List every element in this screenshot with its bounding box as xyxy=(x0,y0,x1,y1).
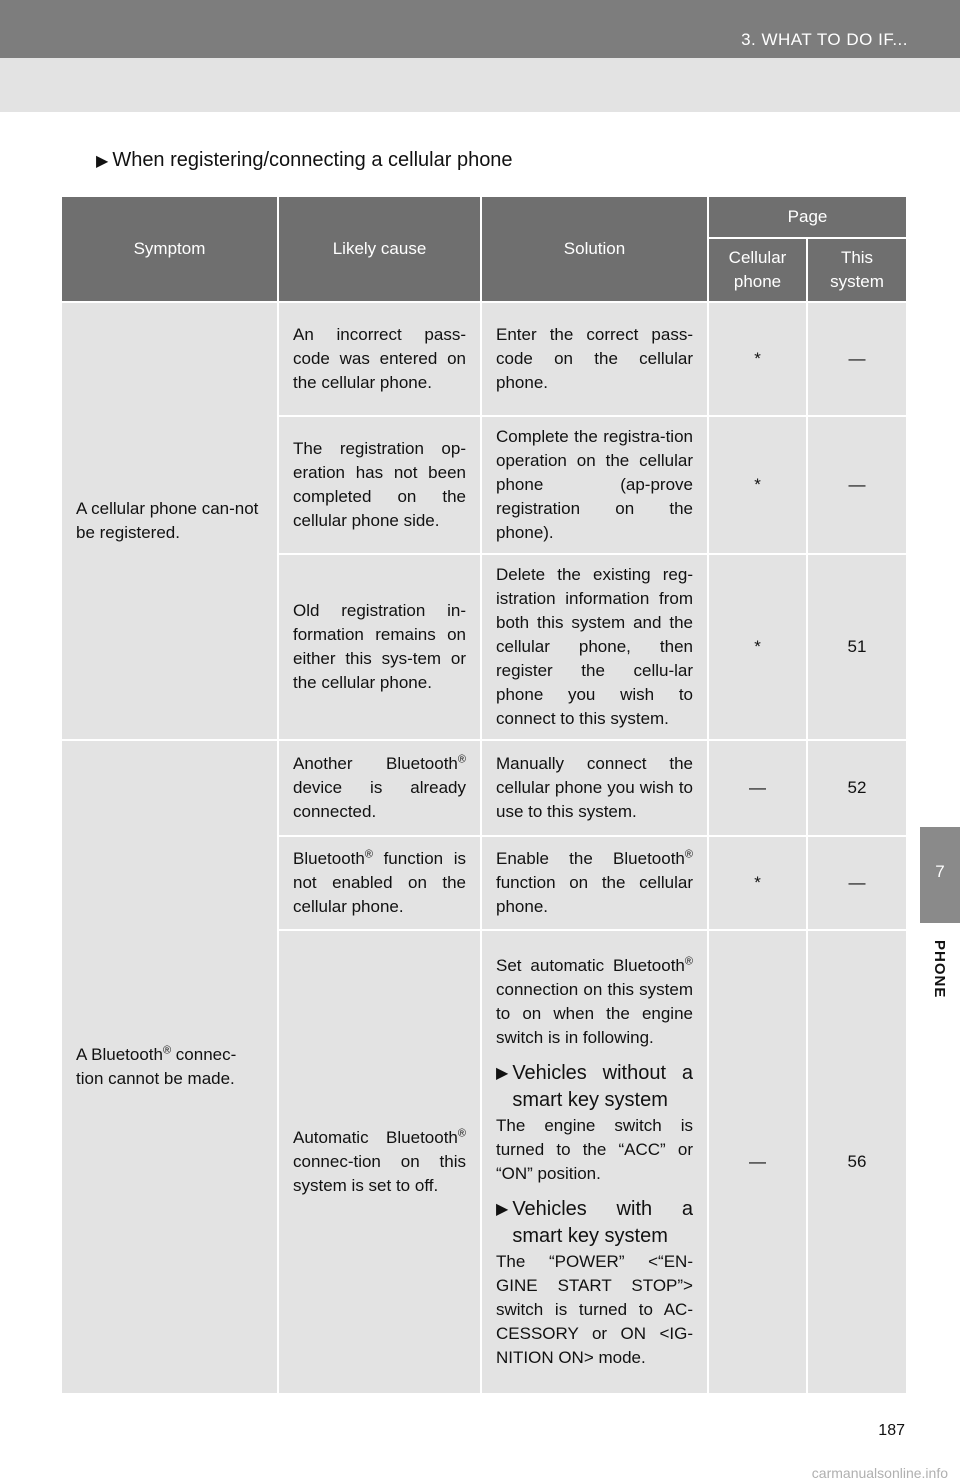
solution-cell: Set automatic Bluetooth® connection on this system to on when the engine switch is in following. ▶ Vehicles without a smart key system The engine switch is turned to the “ACC” or “ON” position. ▶ Vehicles with a smart key system The “POWER” <“EN-GINE START STOP”> switch is turned to AC-CESSORY or ON <IG-NITION ON> mode. xyxy=(481,930,708,1394)
cause-cell: Another Bluetooth® device is already connected. xyxy=(278,740,481,836)
cellular-page-cell: * xyxy=(708,416,807,554)
sub-heading: ▶ Vehicles with a smart key system xyxy=(496,1196,693,1250)
troubleshooting-table xyxy=(60,195,908,1395)
chapter-tab-number: 7 xyxy=(935,862,945,881)
arrow-icon: ▶ xyxy=(496,1201,509,1218)
solution-cell: Delete the existing reg-istration information from both this system and the cellular phone, then register the cellu-lar phone you wish to connect to this system. xyxy=(481,554,708,740)
system-page-cell: 52 xyxy=(807,740,907,836)
arrow-icon: ▶ xyxy=(96,153,109,170)
chapter-tab-label: PHONE xyxy=(931,940,948,999)
cause-cell: Automatic Bluetooth® connec-tion on this system is set to off. xyxy=(278,930,481,1394)
header-likely-cause: Likely cause xyxy=(278,196,481,302)
sub-text: The “POWER” <“EN-GINE START STOP”> switch is turned to AC-CESSORY or ON <IG-NITION ON> mode. xyxy=(496,1252,693,1367)
registered-mark: ® xyxy=(684,848,693,861)
sub-text: The engine switch is turned to the “ACC” or “ON” position. xyxy=(496,1116,693,1183)
solution-cell: Enable the Bluetooth® function on the cellular phone. xyxy=(481,836,708,930)
registered-mark: ® xyxy=(162,1044,172,1057)
symptom-cell: A Bluetooth® connec-tion cannot be made. xyxy=(61,740,278,1394)
section-heading-text: When registering/connecting a cellular phone xyxy=(112,149,513,171)
solution-cell: Complete the registra-tion operation on the cellular phone (ap-prove registration on the phone). xyxy=(481,416,708,554)
arrow-icon: ▶ xyxy=(496,1065,509,1082)
header-symptom: Symptom xyxy=(61,196,278,302)
page-number: 187 xyxy=(878,1422,905,1439)
cause-cell: An incorrect pass-code was entered on the cellular phone. xyxy=(278,302,481,416)
system-page-cell: 51 xyxy=(807,554,907,740)
header-cellular-phone: Cellular phone xyxy=(708,238,807,302)
cause-cell: Old registration in-formation remains on either this sys-tem or the cellular phone. xyxy=(278,554,481,740)
cellular-page-cell: — xyxy=(708,930,807,1394)
registered-mark: ® xyxy=(457,753,466,766)
sub-heading: ▶ Vehicles without a smart key system xyxy=(496,1060,693,1114)
system-page-cell: 56 xyxy=(807,930,907,1394)
solution-cell: Enter the correct pass-code on the cellular phone. xyxy=(481,302,708,416)
cellular-page-cell: * xyxy=(708,836,807,930)
cause-cell: The registration op-eration has not been completed on the cellular phone side. xyxy=(278,416,481,554)
cellular-page-cell: — xyxy=(708,740,807,836)
watermark: carmanualsonline.info xyxy=(811,1465,948,1481)
header-solution: Solution xyxy=(481,196,708,302)
system-page-cell: — xyxy=(807,416,907,554)
cellular-page-cell: * xyxy=(708,554,807,740)
chapter-title: 3. WHAT TO DO IF... xyxy=(741,30,908,49)
symptom-cell: A cellular phone can-not be registered. xyxy=(61,302,278,740)
header-this-system: This system xyxy=(807,238,907,302)
registered-mark: ® xyxy=(684,955,693,968)
cellular-page-cell: * xyxy=(708,302,807,416)
section-heading xyxy=(96,149,513,172)
system-page-cell: — xyxy=(807,302,907,416)
header-subband xyxy=(0,58,960,112)
cause-cell: Bluetooth® function is not enabled on the cellular phone. xyxy=(278,836,481,930)
system-page-cell: — xyxy=(807,836,907,930)
registered-mark: ® xyxy=(457,1127,466,1140)
header-page: Page xyxy=(708,196,907,238)
solution-cell: Manually connect the cellular phone you wish to use to this system. xyxy=(481,740,708,836)
registered-mark: ® xyxy=(364,848,373,861)
